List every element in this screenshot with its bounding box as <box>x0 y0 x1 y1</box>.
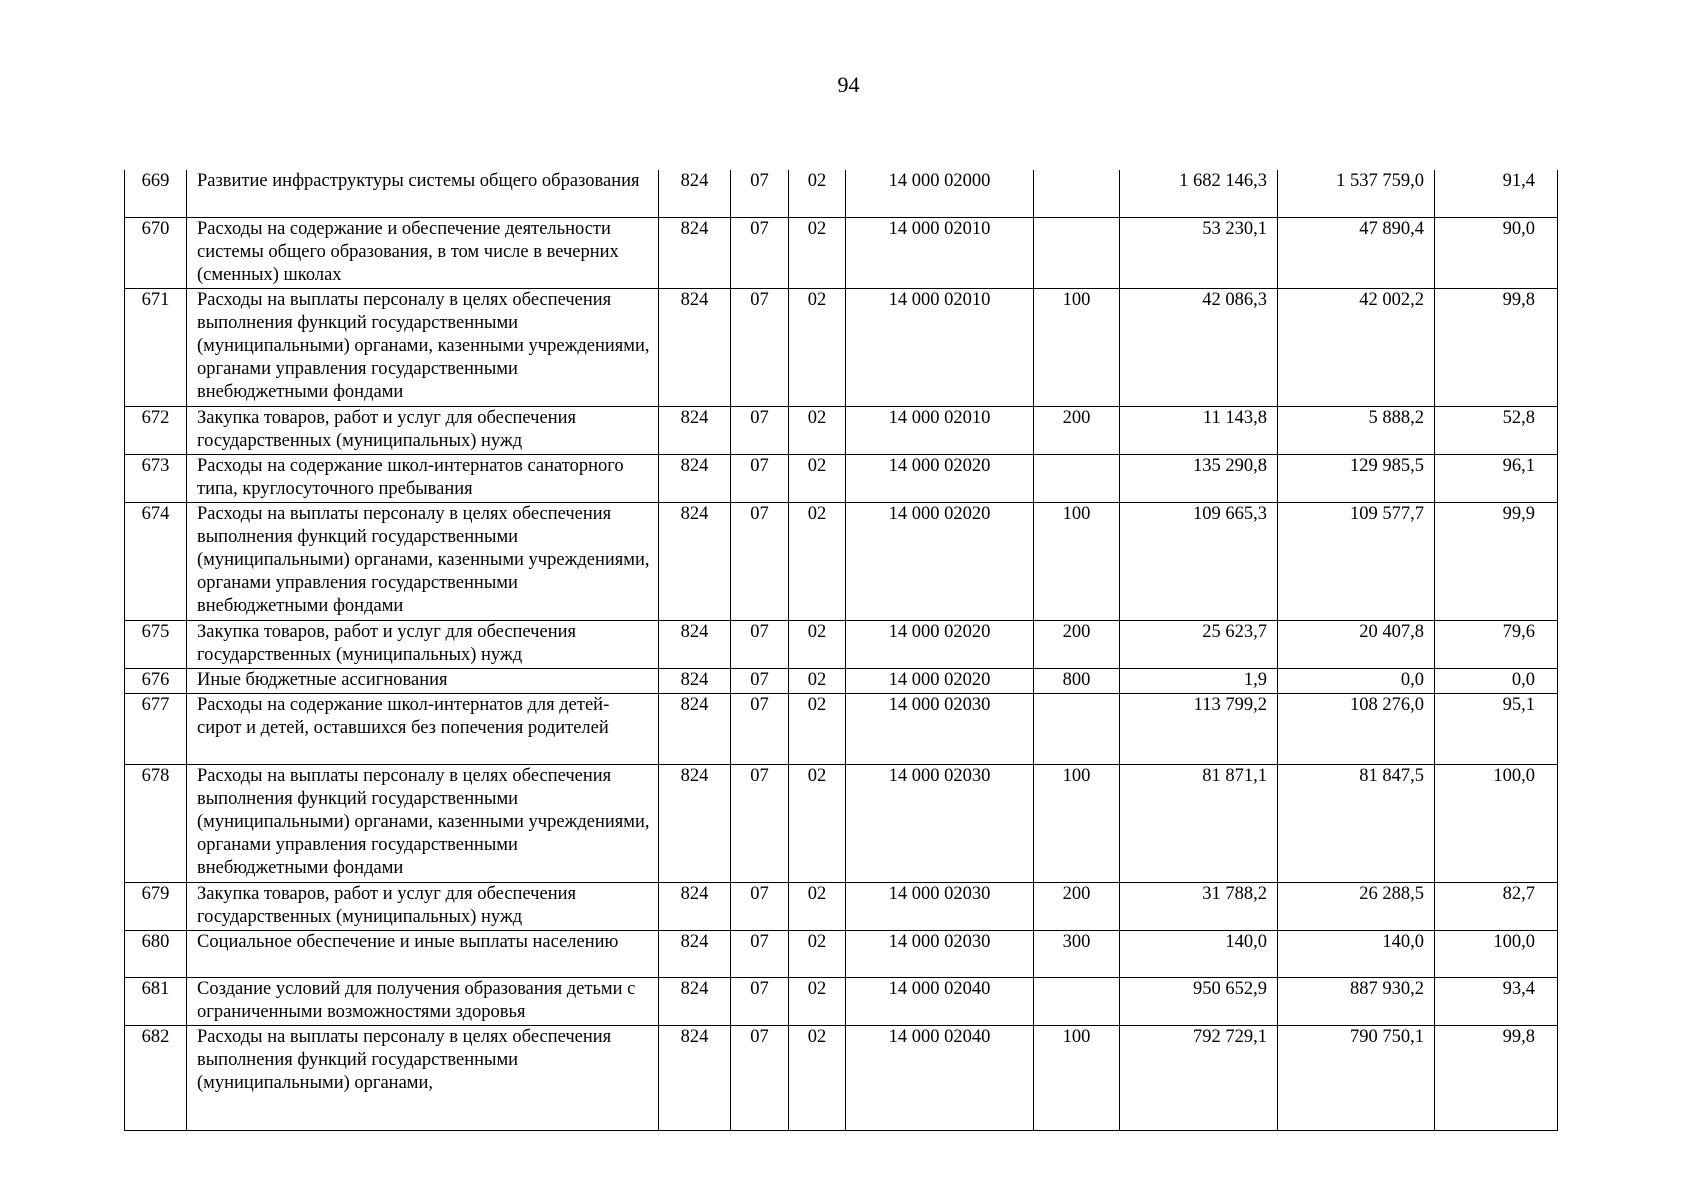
target-article-cell: 14 000 02010 <box>846 288 1034 406</box>
expense-type-cell <box>1034 454 1120 502</box>
subsection-code-cell: 02 <box>789 170 846 217</box>
actual-amount-cell: 26 288,5 <box>1278 882 1435 930</box>
actual-amount-cell: 140,0 <box>1278 930 1435 977</box>
planned-amount-cell: 11 143,8 <box>1120 406 1278 454</box>
target-article-cell: 14 000 02030 <box>846 882 1034 930</box>
section-code-cell: 07 <box>731 668 789 693</box>
execution-percent-cell: 96,1 <box>1435 454 1558 502</box>
ministry-code-cell: 824 <box>659 502 731 620</box>
subsection-code-cell: 02 <box>789 454 846 502</box>
expense-name-cell: Расходы на выплаты персоналу в целях обеспечения выполнения функций государственными (муниципальными) органами, <box>187 1025 659 1130</box>
execution-percent-cell: 79,6 <box>1435 620 1558 668</box>
execution-percent-cell: 0,0 <box>1435 668 1558 693</box>
ministry-code-cell: 824 <box>659 882 731 930</box>
section-code-cell: 07 <box>731 930 789 977</box>
ministry-code-cell: 824 <box>659 454 731 502</box>
target-article-cell: 14 000 02030 <box>846 764 1034 882</box>
execution-percent-cell: 82,7 <box>1435 882 1558 930</box>
expense-type-cell: 100 <box>1034 1025 1120 1130</box>
expense-type-cell: 200 <box>1034 406 1120 454</box>
ministry-code-cell: 824 <box>659 288 731 406</box>
expense-name-cell: Иные бюджетные ассигнования <box>187 668 659 693</box>
actual-amount-cell: 887 930,2 <box>1278 977 1435 1025</box>
row-number-cell: 675 <box>125 620 187 668</box>
table-row <box>125 288 1558 406</box>
section-code-cell: 07 <box>731 977 789 1025</box>
ministry-code-cell: 824 <box>659 977 731 1025</box>
planned-amount-cell: 135 290,8 <box>1120 454 1278 502</box>
section-code-cell: 07 <box>731 502 789 620</box>
execution-percent-cell: 99,8 <box>1435 288 1558 406</box>
actual-amount-cell: 81 847,5 <box>1278 764 1435 882</box>
execution-percent-cell: 100,0 <box>1435 930 1558 977</box>
actual-amount-cell: 5 888,2 <box>1278 406 1435 454</box>
expense-type-cell: 100 <box>1034 764 1120 882</box>
subsection-code-cell: 02 <box>789 693 846 764</box>
row-number-cell: 678 <box>125 764 187 882</box>
expense-type-cell: 300 <box>1034 930 1120 977</box>
expense-name-cell: Закупка товаров, работ и услуг для обеспечения государственных (муниципальных) нужд <box>187 882 659 930</box>
row-number-cell: 680 <box>125 930 187 977</box>
target-article-cell: 14 000 02040 <box>846 977 1034 1025</box>
expense-name-cell: Развитие инфраструктуры системы общего образования <box>187 170 659 217</box>
ministry-code-cell: 824 <box>659 930 731 977</box>
expense-type-cell: 200 <box>1034 620 1120 668</box>
expense-type-cell: 100 <box>1034 288 1120 406</box>
target-article-cell: 14 000 02020 <box>846 454 1034 502</box>
target-article-cell: 14 000 02030 <box>846 693 1034 764</box>
target-article-cell: 14 000 02020 <box>846 502 1034 620</box>
row-number-cell: 679 <box>125 882 187 930</box>
ministry-code-cell: 824 <box>659 1025 731 1130</box>
row-number-cell: 674 <box>125 502 187 620</box>
planned-amount-cell: 81 871,1 <box>1120 764 1278 882</box>
section-code-cell: 07 <box>731 1025 789 1130</box>
subsection-code-cell: 02 <box>789 1025 846 1130</box>
expense-type-cell <box>1034 217 1120 288</box>
execution-percent-cell: 99,9 <box>1435 502 1558 620</box>
row-number-cell: 681 <box>125 977 187 1025</box>
table-row <box>125 764 1558 882</box>
table-row <box>125 502 1558 620</box>
table-row <box>125 882 1558 930</box>
row-number-cell: 676 <box>125 668 187 693</box>
expense-name-cell: Расходы на выплаты персоналу в целях обеспечения выполнения функций государственными (муниципальными) органами, казенными учреждениями, органами управления государственными внебюджетными фондами <box>187 502 659 620</box>
subsection-code-cell: 02 <box>789 882 846 930</box>
actual-amount-cell: 129 985,5 <box>1278 454 1435 502</box>
table-row <box>125 620 1558 668</box>
subsection-code-cell: 02 <box>789 977 846 1025</box>
ministry-code-cell: 824 <box>659 217 731 288</box>
actual-amount-cell: 1 537 759,0 <box>1278 170 1435 217</box>
subsection-code-cell: 02 <box>789 668 846 693</box>
target-article-cell: 14 000 02020 <box>846 668 1034 693</box>
table-row <box>125 668 1558 693</box>
execution-percent-cell: 93,4 <box>1435 977 1558 1025</box>
planned-amount-cell: 140,0 <box>1120 930 1278 977</box>
planned-amount-cell: 53 230,1 <box>1120 217 1278 288</box>
section-code-cell: 07 <box>731 406 789 454</box>
expense-type-cell: 100 <box>1034 502 1120 620</box>
budget-table <box>124 170 1558 1131</box>
expense-type-cell <box>1034 170 1120 217</box>
planned-amount-cell: 113 799,2 <box>1120 693 1278 764</box>
row-number-cell: 677 <box>125 693 187 764</box>
expense-name-cell: Расходы на содержание и обеспечение деятельности системы общего образования, в том числе в вечерних (сменных) школах <box>187 217 659 288</box>
row-number-cell: 669 <box>125 170 187 217</box>
ministry-code-cell: 824 <box>659 764 731 882</box>
planned-amount-cell: 109 665,3 <box>1120 502 1278 620</box>
planned-amount-cell: 42 086,3 <box>1120 288 1278 406</box>
subsection-code-cell: 02 <box>789 502 846 620</box>
actual-amount-cell: 20 407,8 <box>1278 620 1435 668</box>
actual-amount-cell: 108 276,0 <box>1278 693 1435 764</box>
subsection-code-cell: 02 <box>789 288 846 406</box>
expense-name-cell: Социальное обеспечение и иные выплаты населению <box>187 930 659 977</box>
ministry-code-cell: 824 <box>659 170 731 217</box>
section-code-cell: 07 <box>731 454 789 502</box>
planned-amount-cell: 1,9 <box>1120 668 1278 693</box>
planned-amount-cell: 792 729,1 <box>1120 1025 1278 1130</box>
planned-amount-cell: 31 788,2 <box>1120 882 1278 930</box>
expense-name-cell: Закупка товаров, работ и услуг для обеспечения государственных (муниципальных) нужд <box>187 620 659 668</box>
planned-amount-cell: 1 682 146,3 <box>1120 170 1278 217</box>
execution-percent-cell: 52,8 <box>1435 406 1558 454</box>
ministry-code-cell: 824 <box>659 620 731 668</box>
actual-amount-cell: 790 750,1 <box>1278 1025 1435 1130</box>
expense-type-cell <box>1034 977 1120 1025</box>
subsection-code-cell: 02 <box>789 930 846 977</box>
table-row <box>125 1025 1558 1130</box>
execution-percent-cell: 95,1 <box>1435 693 1558 764</box>
table-row <box>125 977 1558 1025</box>
section-code-cell: 07 <box>731 217 789 288</box>
target-article-cell: 14 000 02010 <box>846 217 1034 288</box>
actual-amount-cell: 47 890,4 <box>1278 217 1435 288</box>
target-article-cell: 14 000 02000 <box>846 170 1034 217</box>
expense-name-cell: Расходы на содержание школ-интернатов для детей-сирот и детей, оставшихся без попечения родителей <box>187 693 659 764</box>
target-article-cell: 14 000 02030 <box>846 930 1034 977</box>
target-article-cell: 14 000 02010 <box>846 406 1034 454</box>
table-body <box>125 170 1558 1130</box>
table-row <box>125 217 1558 288</box>
subsection-code-cell: 02 <box>789 406 846 454</box>
row-number-cell: 673 <box>125 454 187 502</box>
subsection-code-cell: 02 <box>789 764 846 882</box>
expense-name-cell: Расходы на выплаты персоналу в целях обеспечения выполнения функций государственными (муниципальными) органами, казенными учреждениями, органами управления государственными внебюджетными фондами <box>187 288 659 406</box>
planned-amount-cell: 950 652,9 <box>1120 977 1278 1025</box>
subsection-code-cell: 02 <box>789 620 846 668</box>
ministry-code-cell: 824 <box>659 668 731 693</box>
expense-name-cell: Расходы на выплаты персоналу в целях обеспечения выполнения функций государственными (муниципальными) органами, казенными учреждениями, органами управления государственными внебюджетными фондами <box>187 764 659 882</box>
table-row <box>125 693 1558 764</box>
expense-type-cell: 800 <box>1034 668 1120 693</box>
expense-type-cell: 200 <box>1034 882 1120 930</box>
execution-percent-cell: 99,8 <box>1435 1025 1558 1130</box>
ministry-code-cell: 824 <box>659 406 731 454</box>
row-number-cell: 671 <box>125 288 187 406</box>
expense-name-cell: Расходы на содержание школ-интернатов санаторного типа, круглосуточного пребывания <box>187 454 659 502</box>
section-code-cell: 07 <box>731 620 789 668</box>
target-article-cell: 14 000 02020 <box>846 620 1034 668</box>
section-code-cell: 07 <box>731 764 789 882</box>
actual-amount-cell: 42 002,2 <box>1278 288 1435 406</box>
section-code-cell: 07 <box>731 882 789 930</box>
table-row <box>125 454 1558 502</box>
row-number-cell: 672 <box>125 406 187 454</box>
table-row <box>125 930 1558 977</box>
execution-percent-cell: 100,0 <box>1435 764 1558 882</box>
table-row <box>125 170 1558 217</box>
row-number-cell: 670 <box>125 217 187 288</box>
actual-amount-cell: 109 577,7 <box>1278 502 1435 620</box>
section-code-cell: 07 <box>731 288 789 406</box>
table-row <box>125 406 1558 454</box>
page-number: 94 <box>837 72 860 97</box>
execution-percent-cell: 90,0 <box>1435 217 1558 288</box>
actual-amount-cell: 0,0 <box>1278 668 1435 693</box>
target-article-cell: 14 000 02040 <box>846 1025 1034 1130</box>
ministry-code-cell: 824 <box>659 693 731 764</box>
section-code-cell: 07 <box>731 693 789 764</box>
expense-name-cell: Создание условий для получения образования детьми с ограниченными возможностями здоровья <box>187 977 659 1025</box>
expense-name-cell: Закупка товаров, работ и услуг для обеспечения государственных (муниципальных) нужд <box>187 406 659 454</box>
execution-percent-cell: 91,4 <box>1435 170 1558 217</box>
subsection-code-cell: 02 <box>789 217 846 288</box>
section-code-cell: 07 <box>731 170 789 217</box>
row-number-cell: 682 <box>125 1025 187 1130</box>
planned-amount-cell: 25 623,7 <box>1120 620 1278 668</box>
expense-type-cell <box>1034 693 1120 764</box>
